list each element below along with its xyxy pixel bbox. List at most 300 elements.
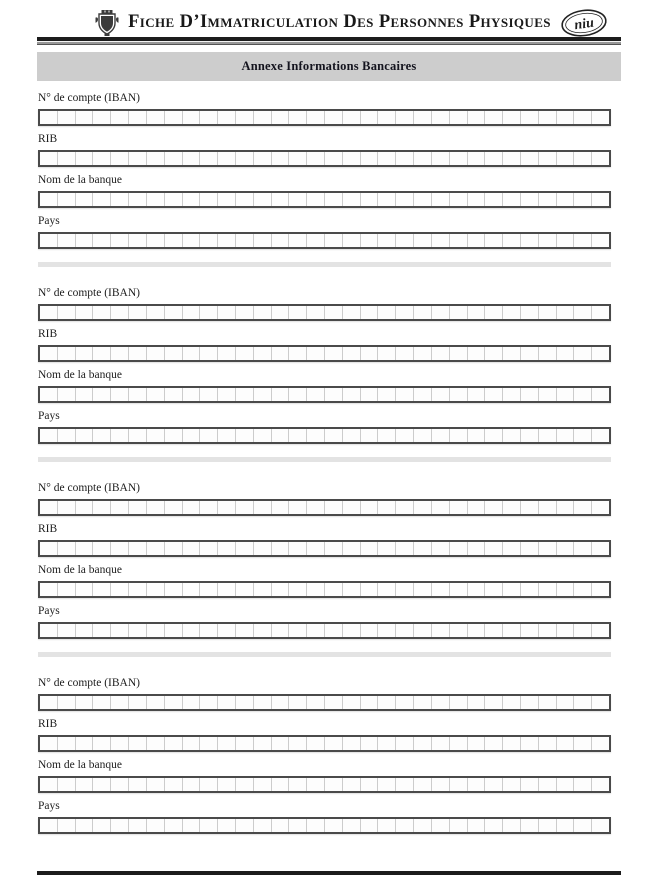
comb-cell [503, 778, 521, 791]
iban-field-block [38, 677, 611, 711]
comb-cell [200, 429, 218, 442]
comb-cell [200, 306, 218, 319]
comb-cell [361, 542, 379, 555]
comb-cell [592, 696, 609, 709]
comb-cell [468, 429, 486, 442]
comb-cell [93, 111, 111, 124]
comb-cell [378, 501, 396, 514]
comb-cell [183, 306, 201, 319]
country-comb-field[interactable] [38, 427, 611, 444]
comb-cell [254, 583, 272, 596]
comb-cell [272, 778, 290, 791]
comb-cell [147, 234, 165, 247]
comb-cell [378, 347, 396, 360]
comb-cell [378, 306, 396, 319]
comb-cell [236, 778, 254, 791]
comb-cell [307, 737, 325, 750]
comb-cell [468, 501, 486, 514]
comb-cell [165, 624, 183, 637]
comb-cell [289, 306, 307, 319]
comb-cell [343, 501, 361, 514]
comb-cell [521, 819, 539, 832]
comb-cell [325, 819, 343, 832]
comb-cell [76, 152, 94, 165]
comb-cell [165, 388, 183, 401]
comb-cell [432, 306, 450, 319]
comb-cell [539, 234, 557, 247]
comb-cell [129, 819, 147, 832]
comb-cell [183, 819, 201, 832]
comb-cell [40, 347, 58, 360]
comb-cell [165, 737, 183, 750]
bank-name-comb-field[interactable] [38, 581, 611, 598]
comb-cell [503, 583, 521, 596]
comb-cell [574, 234, 592, 247]
comb-cell [289, 624, 307, 637]
comb-cell [165, 111, 183, 124]
comb-cell [503, 624, 521, 637]
comb-cell [503, 819, 521, 832]
country-field-block [38, 410, 611, 444]
comb-cell [521, 624, 539, 637]
comb-cell [307, 624, 325, 637]
comb-cell [557, 778, 575, 791]
comb-cell [378, 111, 396, 124]
comb-cell [76, 347, 94, 360]
comb-cell [557, 624, 575, 637]
comb-cell [129, 429, 147, 442]
comb-cell [289, 111, 307, 124]
comb-cell [432, 193, 450, 206]
comb-cell [539, 542, 557, 555]
comb-cell [574, 819, 592, 832]
comb-cell [557, 234, 575, 247]
comb-cell [254, 152, 272, 165]
comb-cell [111, 778, 129, 791]
comb-cell [450, 111, 468, 124]
comb-cell [468, 306, 486, 319]
comb-cell [432, 501, 450, 514]
comb-cell [574, 306, 592, 319]
comb-cell [58, 624, 76, 637]
comb-cell [165, 542, 183, 555]
niu-stamp-icon [560, 8, 608, 38]
comb-cell [539, 193, 557, 206]
iban-comb-field[interactable] [38, 694, 611, 711]
bank-account-group [38, 287, 611, 444]
comb-cell [539, 388, 557, 401]
comb-cell [325, 696, 343, 709]
comb-cell [521, 111, 539, 124]
comb-cell [592, 388, 609, 401]
comb-cell [236, 234, 254, 247]
comb-cell [414, 542, 432, 555]
comb-cell [236, 819, 254, 832]
comb-cell [147, 111, 165, 124]
comb-cell [450, 152, 468, 165]
comb-cell [468, 542, 486, 555]
comb-cell [432, 583, 450, 596]
comb-cell [361, 624, 379, 637]
comb-cell [574, 152, 592, 165]
comb-cell [325, 778, 343, 791]
comb-cell [378, 819, 396, 832]
comb-cell [76, 542, 94, 555]
footer-rule [37, 871, 621, 875]
comb-cell [450, 624, 468, 637]
comb-cell [272, 819, 290, 832]
comb-cell [183, 542, 201, 555]
comb-cell [485, 696, 503, 709]
country-comb-field[interactable] [38, 817, 611, 834]
comb-cell [325, 306, 343, 319]
comb-cell [557, 542, 575, 555]
comb-cell [93, 347, 111, 360]
comb-cell [325, 111, 343, 124]
comb-cell [236, 429, 254, 442]
comb-cell [468, 347, 486, 360]
comb-cell [165, 778, 183, 791]
comb-cell [503, 542, 521, 555]
comb-cell [325, 737, 343, 750]
comb-cell [289, 388, 307, 401]
country-comb-field[interactable] [38, 232, 611, 249]
comb-cell [592, 347, 609, 360]
comb-cell [236, 306, 254, 319]
comb-cell [574, 696, 592, 709]
comb-cell [539, 501, 557, 514]
comb-cell [40, 778, 58, 791]
comb-cell [343, 624, 361, 637]
comb-cell [325, 193, 343, 206]
comb-cell [236, 542, 254, 555]
rib-comb-field[interactable] [38, 735, 611, 752]
comb-cell [450, 234, 468, 247]
comb-cell [289, 193, 307, 206]
comb-cell [378, 152, 396, 165]
rib-field-label: RIB [38, 133, 58, 145]
comb-cell [218, 111, 236, 124]
comb-cell [539, 696, 557, 709]
comb-cell [361, 819, 379, 832]
comb-cell [58, 111, 76, 124]
iban-comb-field[interactable] [38, 499, 611, 516]
comb-cell [307, 347, 325, 360]
comb-cell [111, 111, 129, 124]
comb-cell [592, 501, 609, 514]
comb-cell [165, 347, 183, 360]
comb-cell [93, 234, 111, 247]
comb-cell [147, 737, 165, 750]
comb-cell [557, 111, 575, 124]
comb-cell [218, 152, 236, 165]
comb-cell [183, 737, 201, 750]
comb-cell [557, 347, 575, 360]
masthead [0, 0, 657, 37]
comb-cell [521, 388, 539, 401]
comb-cell [343, 696, 361, 709]
country-comb-field[interactable] [38, 622, 611, 639]
comb-cell [40, 696, 58, 709]
country-field-label: Pays [38, 410, 60, 422]
comb-cell [574, 737, 592, 750]
comb-cell [183, 347, 201, 360]
comb-cell [200, 737, 218, 750]
rib-comb-field[interactable] [38, 345, 611, 362]
comb-cell [557, 501, 575, 514]
comb-cell [343, 583, 361, 596]
comb-cell [129, 193, 147, 206]
comb-cell [307, 388, 325, 401]
comb-cell [218, 501, 236, 514]
comb-cell [76, 111, 94, 124]
comb-cell [129, 111, 147, 124]
comb-cell [343, 193, 361, 206]
comb-cell [307, 501, 325, 514]
comb-cell [557, 819, 575, 832]
comb-cell [592, 778, 609, 791]
comb-cell [343, 234, 361, 247]
comb-cell [58, 429, 76, 442]
comb-cell [218, 624, 236, 637]
comb-cell [450, 429, 468, 442]
comb-cell [236, 193, 254, 206]
comb-cell [218, 306, 236, 319]
comb-cell [40, 819, 58, 832]
comb-cell [111, 624, 129, 637]
comb-cell [414, 347, 432, 360]
bank-name-comb-field[interactable] [38, 386, 611, 403]
comb-cell [129, 778, 147, 791]
comb-cell [200, 193, 218, 206]
iban-comb-field[interactable] [38, 304, 611, 321]
rib-field-label: RIB [38, 523, 58, 535]
comb-cell [503, 501, 521, 514]
iban-comb-field[interactable] [38, 109, 611, 126]
comb-cell [539, 778, 557, 791]
comb-cell [396, 347, 414, 360]
comb-cell [272, 501, 290, 514]
iban-field-block [38, 482, 611, 516]
comb-cell [272, 347, 290, 360]
comb-cell [254, 111, 272, 124]
comb-cell [432, 696, 450, 709]
comb-cell [485, 542, 503, 555]
bank-name-comb-field[interactable] [38, 776, 611, 793]
comb-cell [58, 778, 76, 791]
comb-cell [218, 583, 236, 596]
comb-cell [40, 388, 58, 401]
comb-cell [236, 501, 254, 514]
comb-cell [468, 193, 486, 206]
comb-cell [592, 429, 609, 442]
comb-cell [93, 152, 111, 165]
comb-cell [468, 778, 486, 791]
comb-cell [557, 583, 575, 596]
comb-cell [574, 501, 592, 514]
comb-cell [557, 306, 575, 319]
comb-cell [361, 111, 379, 124]
comb-cell [361, 501, 379, 514]
comb-cell [307, 429, 325, 442]
comb-cell [183, 583, 201, 596]
bank-name-field-block [38, 759, 611, 793]
comb-cell [396, 737, 414, 750]
comb-cell [307, 583, 325, 596]
comb-cell [200, 819, 218, 832]
comb-cell [272, 624, 290, 637]
comb-cell [76, 696, 94, 709]
comb-cell [378, 388, 396, 401]
rib-field-block [38, 718, 611, 752]
comb-cell [592, 193, 609, 206]
comb-cell [450, 388, 468, 401]
comb-cell [450, 696, 468, 709]
comb-cell [93, 429, 111, 442]
comb-cell [289, 778, 307, 791]
country-field-block [38, 605, 611, 639]
comb-cell [236, 347, 254, 360]
iban-field-label: N° de compte (IBAN) [38, 482, 141, 494]
comb-cell [289, 583, 307, 596]
comb-cell [254, 542, 272, 555]
comb-cell [485, 583, 503, 596]
comb-cell [165, 234, 183, 247]
comb-cell [485, 152, 503, 165]
rib-comb-field[interactable] [38, 150, 611, 167]
comb-cell [378, 429, 396, 442]
comb-cell [254, 819, 272, 832]
comb-cell [485, 624, 503, 637]
comb-cell [147, 778, 165, 791]
comb-cell [432, 778, 450, 791]
comb-cell [361, 429, 379, 442]
comb-cell [521, 429, 539, 442]
comb-cell [147, 429, 165, 442]
comb-cell [468, 624, 486, 637]
comb-cell [272, 193, 290, 206]
comb-cell [325, 542, 343, 555]
comb-cell [272, 737, 290, 750]
comb-cell [289, 696, 307, 709]
comb-cell [396, 234, 414, 247]
comb-cell [574, 193, 592, 206]
comb-cell [450, 778, 468, 791]
comb-cell [218, 388, 236, 401]
comb-cell [58, 152, 76, 165]
comb-cell [200, 542, 218, 555]
comb-cell [539, 737, 557, 750]
comb-cell [183, 429, 201, 442]
comb-cell [165, 501, 183, 514]
comb-cell [58, 583, 76, 596]
comb-cell [361, 193, 379, 206]
comb-cell [147, 193, 165, 206]
comb-cell [396, 193, 414, 206]
comb-cell [592, 111, 609, 124]
comb-cell [111, 152, 129, 165]
group-divider [38, 652, 611, 657]
comb-cell [93, 819, 111, 832]
comb-cell [307, 152, 325, 165]
comb-cell [539, 111, 557, 124]
comb-cell [254, 388, 272, 401]
comb-cell [254, 737, 272, 750]
comb-cell [503, 193, 521, 206]
bank-name-comb-field[interactable] [38, 191, 611, 208]
comb-cell [147, 501, 165, 514]
comb-cell [361, 583, 379, 596]
comb-cell [200, 778, 218, 791]
comb-cell [325, 234, 343, 247]
comb-cell [574, 388, 592, 401]
comb-cell [468, 234, 486, 247]
comb-cell [218, 542, 236, 555]
coat-of-arms-icon [95, 10, 119, 36]
comb-cell [93, 388, 111, 401]
comb-cell [236, 624, 254, 637]
comb-cell [592, 624, 609, 637]
comb-cell [378, 696, 396, 709]
comb-cell [254, 347, 272, 360]
comb-cell [76, 306, 94, 319]
comb-cell [450, 501, 468, 514]
comb-cell [254, 429, 272, 442]
bank-name-field-block [38, 174, 611, 208]
comb-cell [468, 819, 486, 832]
comb-cell [361, 737, 379, 750]
bank-account-group [38, 482, 611, 639]
comb-cell [592, 737, 609, 750]
comb-cell [396, 429, 414, 442]
comb-cell [307, 193, 325, 206]
comb-cell [236, 111, 254, 124]
comb-cell [539, 583, 557, 596]
comb-cell [432, 624, 450, 637]
comb-cell [468, 737, 486, 750]
comb-cell [111, 737, 129, 750]
comb-cell [468, 583, 486, 596]
comb-cell [539, 347, 557, 360]
comb-cell [129, 737, 147, 750]
section-banner [37, 52, 621, 81]
comb-cell [557, 193, 575, 206]
comb-cell [289, 819, 307, 832]
comb-cell [93, 696, 111, 709]
comb-cell [468, 388, 486, 401]
comb-cell [592, 306, 609, 319]
rib-comb-field[interactable] [38, 540, 611, 557]
comb-cell [218, 819, 236, 832]
comb-cell [432, 111, 450, 124]
comb-cell [147, 624, 165, 637]
comb-cell [272, 429, 290, 442]
comb-cell [165, 696, 183, 709]
comb-cell [289, 737, 307, 750]
comb-cell [76, 234, 94, 247]
comb-cell [485, 429, 503, 442]
comb-cell [503, 696, 521, 709]
comb-cell [272, 111, 290, 124]
comb-cell [414, 306, 432, 319]
comb-cell [129, 696, 147, 709]
comb-cell [129, 624, 147, 637]
comb-cell [432, 234, 450, 247]
comb-cell [414, 819, 432, 832]
comb-cell [272, 152, 290, 165]
group-divider [38, 262, 611, 267]
comb-cell [378, 737, 396, 750]
